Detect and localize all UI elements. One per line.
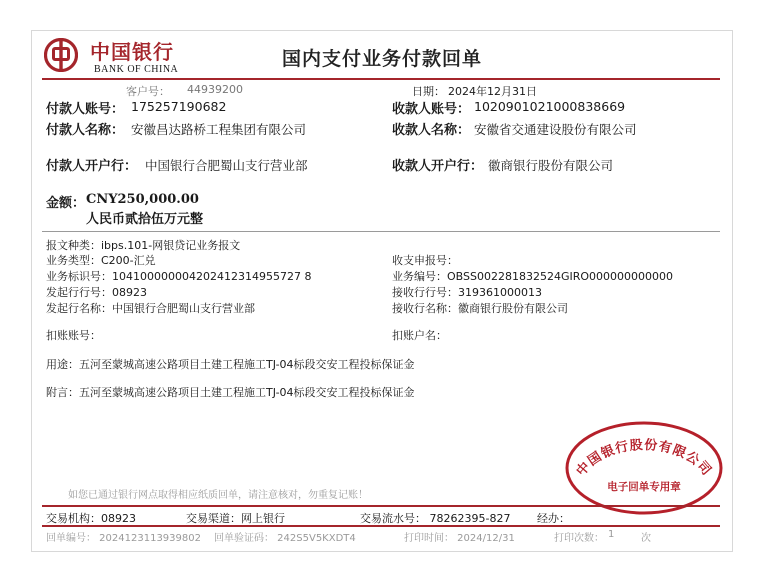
receiving-bank-no: 接收行行号：319361000013: [392, 286, 542, 299]
bank-name-en: BANK OF CHINA: [94, 64, 179, 75]
postscript: 附言：五河至蒙城高速公路项目土建工程施工TJ-04标段交安工程投标保证金: [46, 386, 415, 399]
bank-of-china-logo-icon: [44, 38, 78, 72]
date-value: 2024年12月31日: [448, 85, 537, 98]
business-no: 业务编号：OBSS002281832524GIRO000000000000: [392, 270, 674, 283]
bank-name-cn: 中国银行: [90, 40, 174, 64]
seal-center-text: 电子回单专用章: [607, 481, 681, 493]
transaction-channel: 交易渠道：网上银行: [186, 512, 285, 525]
purpose: 用途：五河至蒙城高速公路项目土建工程施工TJ-04标段交安工程投标保证金: [46, 358, 415, 371]
debit-account: 扣账账号：: [46, 329, 101, 342]
print-count-unit: 次: [641, 533, 651, 544]
seal-ring-text: 中国银行股份有限公司: [573, 437, 715, 480]
print-time: 打印时间： 2024/12/31: [404, 533, 515, 544]
customer-no-label: 客户号：: [126, 85, 170, 98]
document-title: 国内支付业务付款回单: [282, 48, 483, 70]
receipt-number: 回单编号： 2024123113939802: [46, 533, 201, 544]
payee-account: 1020901021000838669: [474, 99, 626, 114]
payer-name: 安徽昌达路桥工程集团有限公司: [131, 122, 307, 137]
payee-name-label: 收款人名称：: [392, 123, 471, 138]
handler: 经办：: [537, 512, 570, 525]
origin-bank-no: 发起行行号：08923: [46, 286, 147, 299]
debit-account-name: 扣账户名：: [392, 329, 447, 342]
receipt-report-no: 收支申报号：: [392, 254, 458, 267]
payer-account-label: 付款人账号：: [46, 102, 125, 117]
duplicate-notice: 如您已通过银行网点取得相应纸质回单，请注意核对，勿重复记账！: [68, 490, 368, 501]
date-label: 日期：: [412, 85, 445, 98]
transaction-serial: 交易流水号： 78262395-827: [360, 512, 511, 525]
business-type: 业务类型：C200-汇兑: [46, 254, 156, 267]
payer-bank-label: 付款人开户行：: [46, 159, 138, 174]
svg-text:中国银行股份有限公司: [573, 437, 715, 479]
amount-value: CNY250,000.00: [86, 192, 199, 207]
origin-bank-name: 发起行名称：中国银行合肥蜀山支行营业部: [46, 302, 255, 315]
amount-words: 人民币贰拾伍万元整: [86, 212, 204, 227]
details-divider: [42, 231, 720, 232]
payee-account-label: 收款人账号：: [392, 102, 471, 117]
print-count: 1: [608, 529, 615, 540]
message-type: 报文种类：ibps.101-网银贷记业务报文: [46, 239, 241, 252]
business-id: 业务标识号：104100000004202412314955727 8: [46, 270, 312, 283]
header-divider: [42, 78, 720, 80]
transaction-institution: 交易机构：08923: [46, 512, 136, 525]
payer-account: 175257190682: [131, 99, 227, 114]
payer-bank: 中国银行合肥蜀山支行营业部: [145, 158, 308, 173]
payee-name: 安徽省交通建设股份有限公司: [474, 122, 637, 137]
footer-divider-bottom: [42, 525, 720, 527]
customer-no: 44939200: [187, 83, 243, 96]
receipt-verify-code: 回单验证码： 242S5V5KXDT4: [214, 533, 356, 544]
amount-label: 金额：: [46, 196, 86, 211]
print-count-label: 打印次数：: [554, 533, 604, 544]
receiving-bank-name: 接收行名称：徽商银行股份有限公司: [392, 302, 568, 315]
footer-divider-top: [42, 505, 720, 507]
payee-bank: 徽商银行股份有限公司: [488, 158, 614, 173]
payer-name-label: 付款人名称：: [46, 123, 125, 138]
electronic-receipt-seal: [563, 420, 725, 516]
payee-bank-label: 收款人开户行：: [392, 159, 484, 174]
